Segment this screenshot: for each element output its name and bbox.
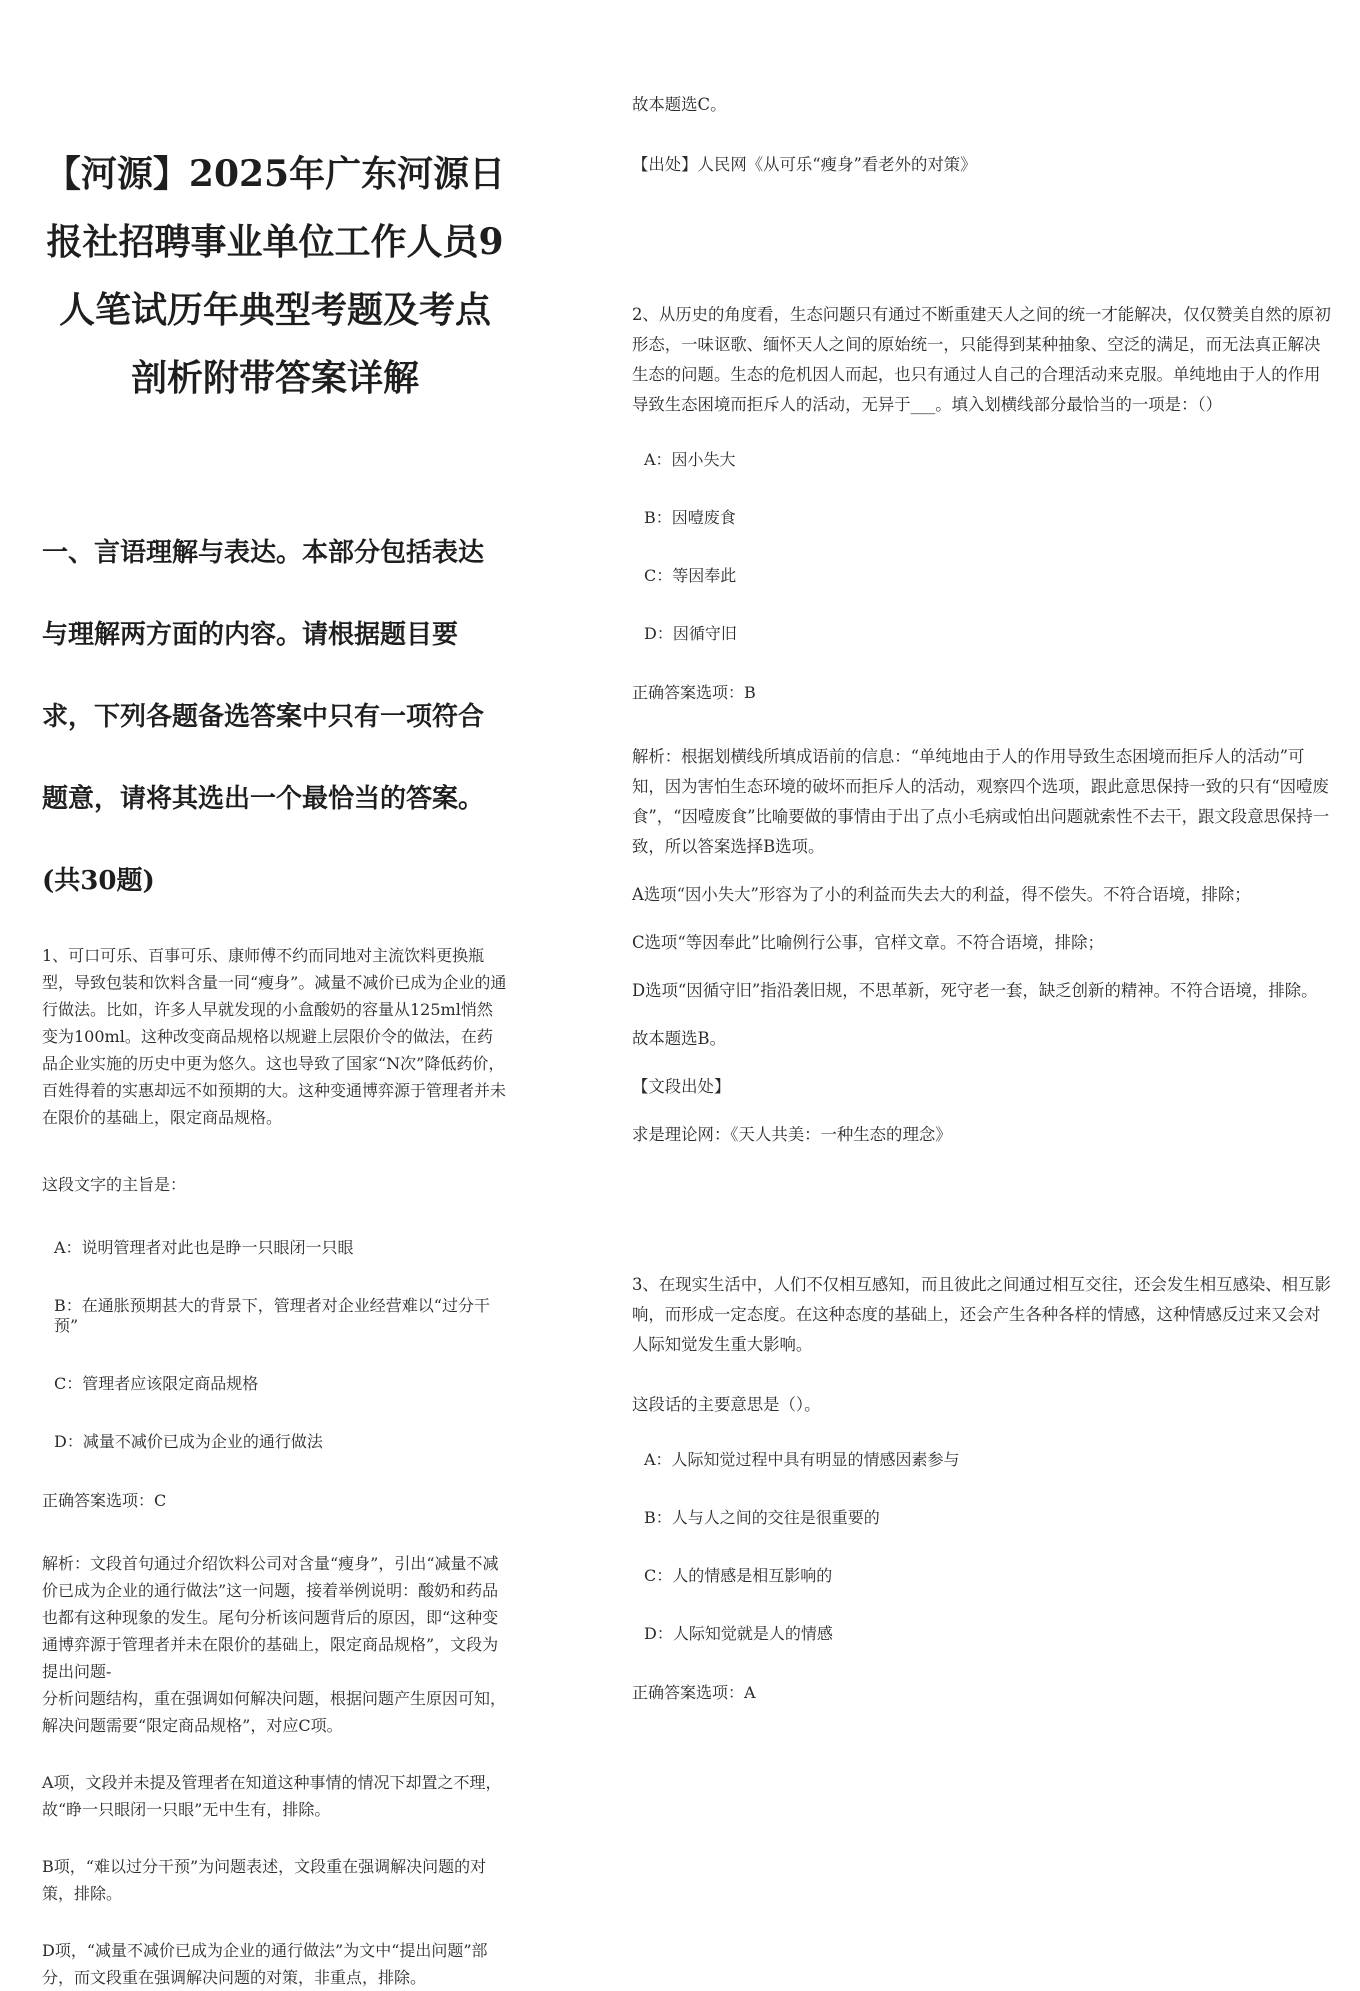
q2-note-a: A选项“因小失大”形容为了小的利益而失去大的利益，得不偿失。不符合语境，排除； [632,885,1251,904]
q1-note-d: D项，“减量不减价已成为企业的通行做法”为文中“提出问题”部分，而文段重在强调解决问题的对策，非重点，排除。 [42,1941,488,1987]
q3-stem: 3、在现实生活中，人们不仅相互感知，而且彼此之间通过相互交往，还会发生相互感染、相互影响，而形成一定态度。在这种态度的基础上，还会产生各种各样的情感，这种情感反过来又会对人际知觉发生重大影响。 [632,1275,1331,1354]
q2-option-c: C：等因奉此 [644,566,737,585]
q1-conclusion: 故本题选C。 [632,95,727,114]
section-heading: 一、言语理解与表达。本部分包括表达与理解两方面的内容。请根据题目要求，下列各题备选答案中只有一项符合题意，请将其选出一个最恰当的答案。(共30题) [42,538,485,896]
q1-option-a: A：说明管理者对此也是睁一只眼闭一只眼 [54,1238,354,1257]
q3-option-d: D：人际知觉就是人的情感 [644,1624,833,1643]
q2-source: 求是理论网：《天人共美：一种生态的理念》 [632,1125,952,1144]
q1-note-a: A项，文段并未提及管理者在知道这种事情的情况下却置之不理，故“睁一只眼闭一只眼”无中生有，排除。 [42,1773,502,1819]
q2-answer: 正确答案选项：B [632,683,756,702]
q3-option-b: B：人与人之间的交往是很重要的 [644,1508,880,1527]
q3-answer: 正确答案选项：A [632,1683,756,1702]
q1-stem: 1、可口可乐、百事可乐、康师傅不约而同地对主流饮料更换瓶型，导致包装和饮料含量一同“瘦身”。减量不减价已成为企业的通行做法。比如，许多人早就发现的小盒酸奶的容量从125ml悄然变为100ml。这种改变商品规格以规避上层限价令的做法，在药品企业实施的历史中更为悠久。这也导致了国家“N次”降低药价，百姓得着的实惠却远不如预期的大。这种变通博弈源于管理者并未在限价的基础上，限定商品规格。 [42,946,507,1127]
q2-stem: 2、从历史的角度看，生态问题只有通过不断重建天人之间的统一才能解决，仅仅赞美自然的原初形态，一味讴歌、缅怀天人之间的原始统一，只能得到某种抽象、空泛的满足，而无法真正解决生态的问题。生态的危机因人而起，也只有通过人自己的合理活动来克服。单纯地由于人的作用导致生态困境而拒斥人的活动，无异于___。填入划横线部分最恰当的一项是：（） [632,305,1331,414]
q2-conclusion: 故本题选B。 [632,1029,726,1048]
q2-option-a: A：因小失大 [644,450,736,469]
q2-option-d: D：因循守旧 [644,624,737,643]
q2-note-c: C选项“等因奉此”比喻例行公事，官样文章。不符合语境，排除； [632,933,1104,952]
q1-analysis-cont: 分析问题结构，重在强调如何解决问题，根据问题产生原因可知，解决问题需要“限定商品规格”，对应C项。 [42,1689,507,1735]
right-column [632,90,1332,1742]
q1-option-b: B：在通胀预期甚大的背景下，管理者对企业经营难以“过分干预” [54,1296,490,1335]
q1-option-d: D：减量不减价已成为企业的通行做法 [54,1432,323,1451]
left-column [42,140,508,1991]
q1-answer: 正确答案选项：C [42,1491,167,1510]
q1-analysis: 解析：文段首句通过介绍饮料公司对含量“瘦身”，引出“减量不减价已成为企业的通行做法”这一问题，接着举例说明：酸奶和药品也都有这种现象的发生。尾句分析该问题背后的原因，即“这种变通博弈源于管理者并未在限价的基础上，限定商品规格”，文段为提出问题- [42,1554,499,1681]
q1-note-b: B项，“难以过分干预”为问题表述，文段重在强调解决问题的对策，排除。 [42,1857,487,1903]
q3-option-c: C：人的情感是相互影响的 [644,1566,833,1585]
q1-question: 这段文字的主旨是： [42,1175,187,1194]
q2-option-b: B：因噎废食 [644,508,736,527]
q2-analysis: 解析：根据划横线所填成语前的信息：“单纯地由于人的作用导致生态困境而拒斥人的活动”可知，因为害怕生态环境的破坏而拒斥人的活动，观察四个选项，跟此意思保持一致的只有“因噎废食”，“因噎废食”比喻要做的事情由于出了点小毛病或怕出问题就索性不去干，跟文段意思保持一致，所以答案选择B选项。 [632,747,1330,856]
q2-source-label: 【文段出处】 [632,1077,731,1096]
document-title: 【河源】2025年广东河源日报社招聘事业单位工作人员9人笔试历年典型考题及考点剖析附带答案详解 [44,153,506,399]
q1-source: 【出处】人民网《从可乐“瘦身”看老外的对策》 [632,155,977,174]
q1-option-c: C：管理者应该限定商品规格 [54,1374,259,1393]
q2-note-d: D选项“因循守旧”指沿袭旧规，不思革新，死守老一套，缺乏创新的精神。不符合语境，排除。 [632,981,1318,1000]
q3-option-a: A：人际知觉过程中具有明显的情感因素参与 [644,1450,960,1469]
q3-question: 这段话的主要意思是（）。 [632,1395,821,1414]
